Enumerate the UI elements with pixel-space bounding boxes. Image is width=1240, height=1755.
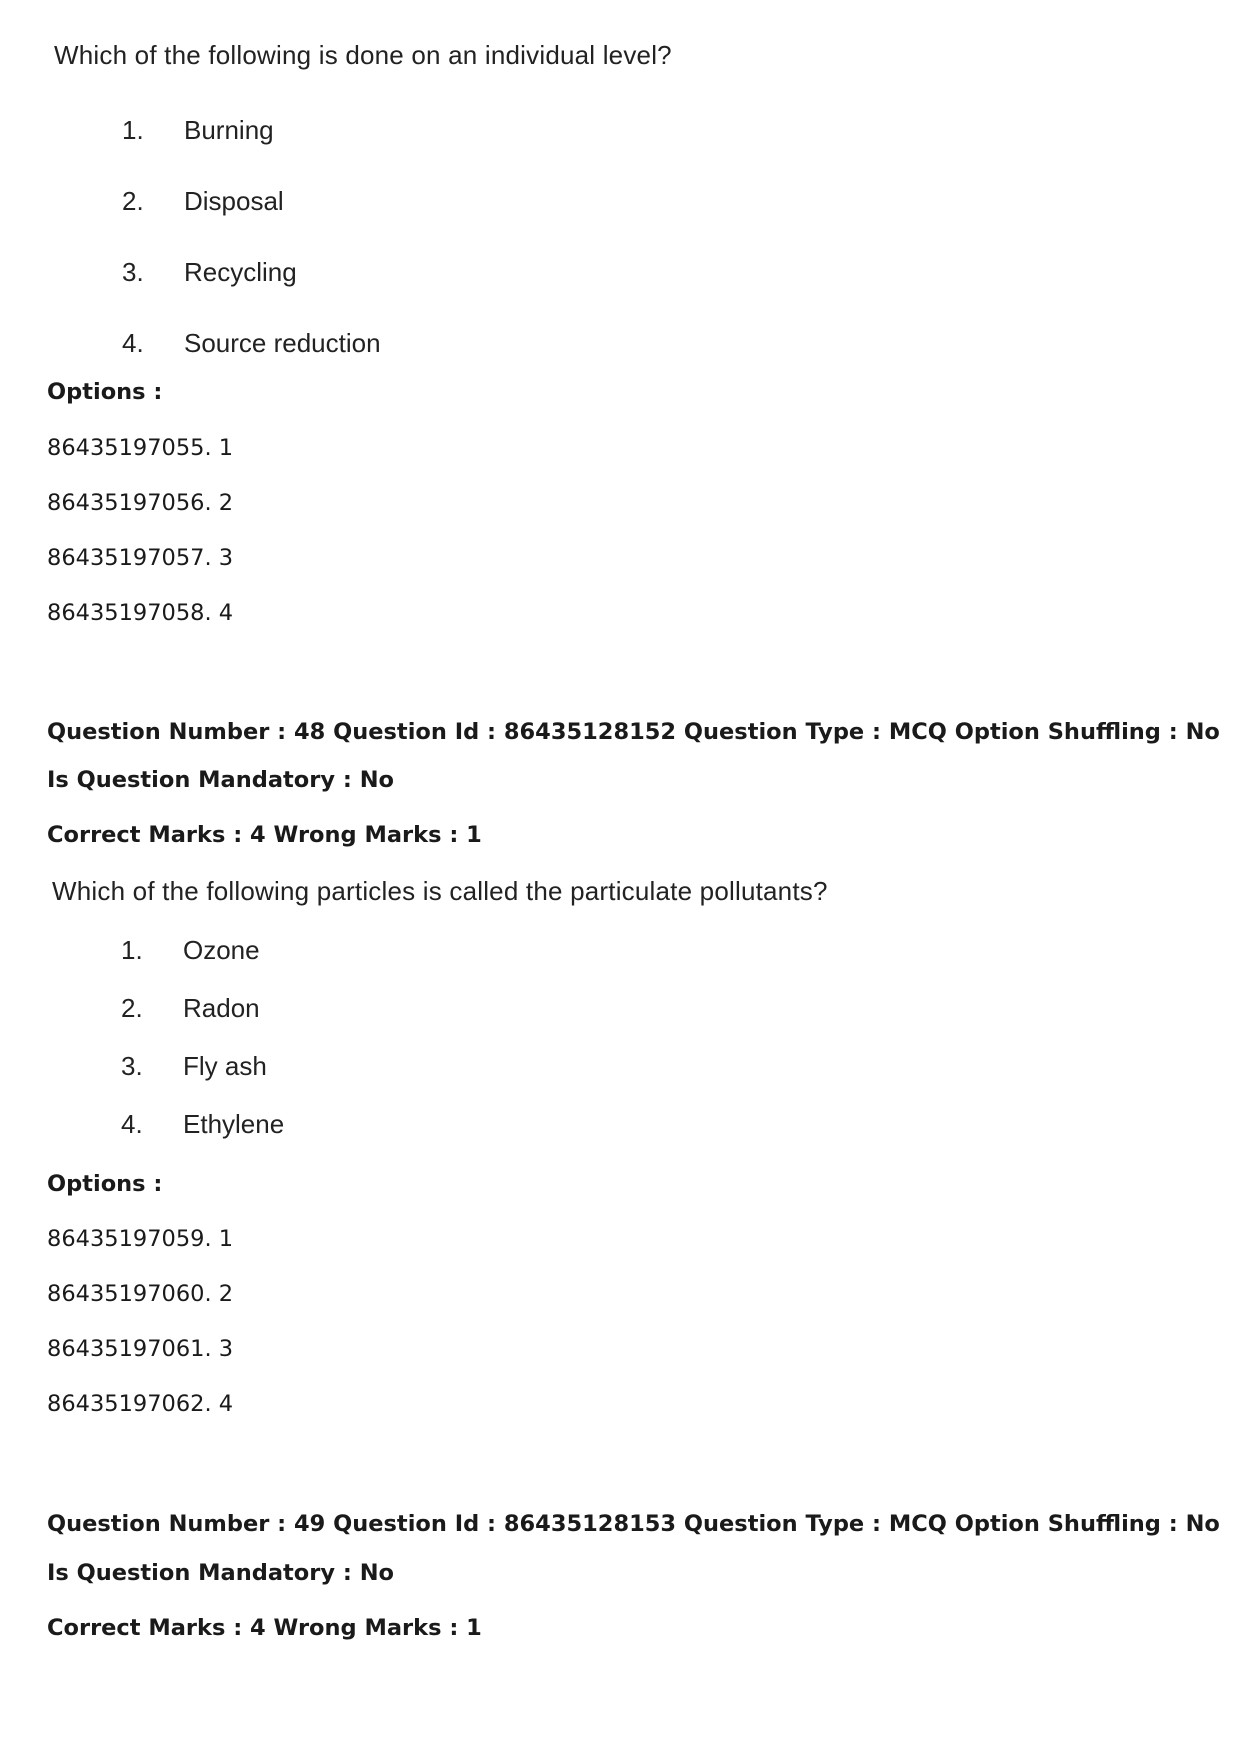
choice-number: 3. <box>122 257 144 287</box>
question-header: Question Number : 49 Question Id : 86435128153 Question Type : MCQ Option Shuffling : No <box>47 1511 1220 1537</box>
choice-number: 1. <box>121 935 143 965</box>
choice-text: Recycling <box>184 257 297 287</box>
question-marks: Correct Marks : 4 Wrong Marks : 1 <box>47 1615 482 1641</box>
choice-number: 2. <box>122 186 144 216</box>
choice-number: 4. <box>121 1109 143 1139</box>
options-label: Options : <box>47 1171 163 1197</box>
option-id: 86435197058. 4 <box>47 600 234 626</box>
choice-text: Disposal <box>184 186 284 216</box>
question-mandatory: Is Question Mandatory : No <box>47 1560 394 1586</box>
choice-text: Fly ash <box>183 1051 267 1081</box>
choice-number: 3. <box>121 1051 143 1081</box>
question-header: Question Number : 48 Question Id : 86435128152 Question Type : MCQ Option Shuffling : No <box>47 719 1220 745</box>
choice-number: 2. <box>121 993 143 1023</box>
option-id: 86435197056. 2 <box>47 490 234 516</box>
question-text: Which of the following particles is called the particulate pollutants? <box>52 876 828 906</box>
option-id: 86435197061. 3 <box>47 1336 234 1362</box>
choice-text: Source reduction <box>184 328 381 358</box>
option-id: 86435197055. 1 <box>47 435 234 461</box>
option-id: 86435197060. 2 <box>47 1281 234 1307</box>
choice-text: Ethylene <box>183 1109 285 1139</box>
choice-text: Burning <box>184 115 274 145</box>
option-id: 86435197057. 3 <box>47 545 234 571</box>
choice-number: 4. <box>122 328 144 358</box>
question-marks: Correct Marks : 4 Wrong Marks : 1 <box>47 822 482 848</box>
choice-text: Ozone <box>183 935 260 965</box>
option-id: 86435197059. 1 <box>47 1226 234 1252</box>
options-label: Options : <box>47 379 163 405</box>
choice-text: Radon <box>183 993 260 1023</box>
question-text: Which of the following is done on an individual level? <box>54 40 672 70</box>
option-id: 86435197062. 4 <box>47 1391 234 1417</box>
choice-number: 1. <box>122 115 144 145</box>
question-mandatory: Is Question Mandatory : No <box>47 767 394 793</box>
